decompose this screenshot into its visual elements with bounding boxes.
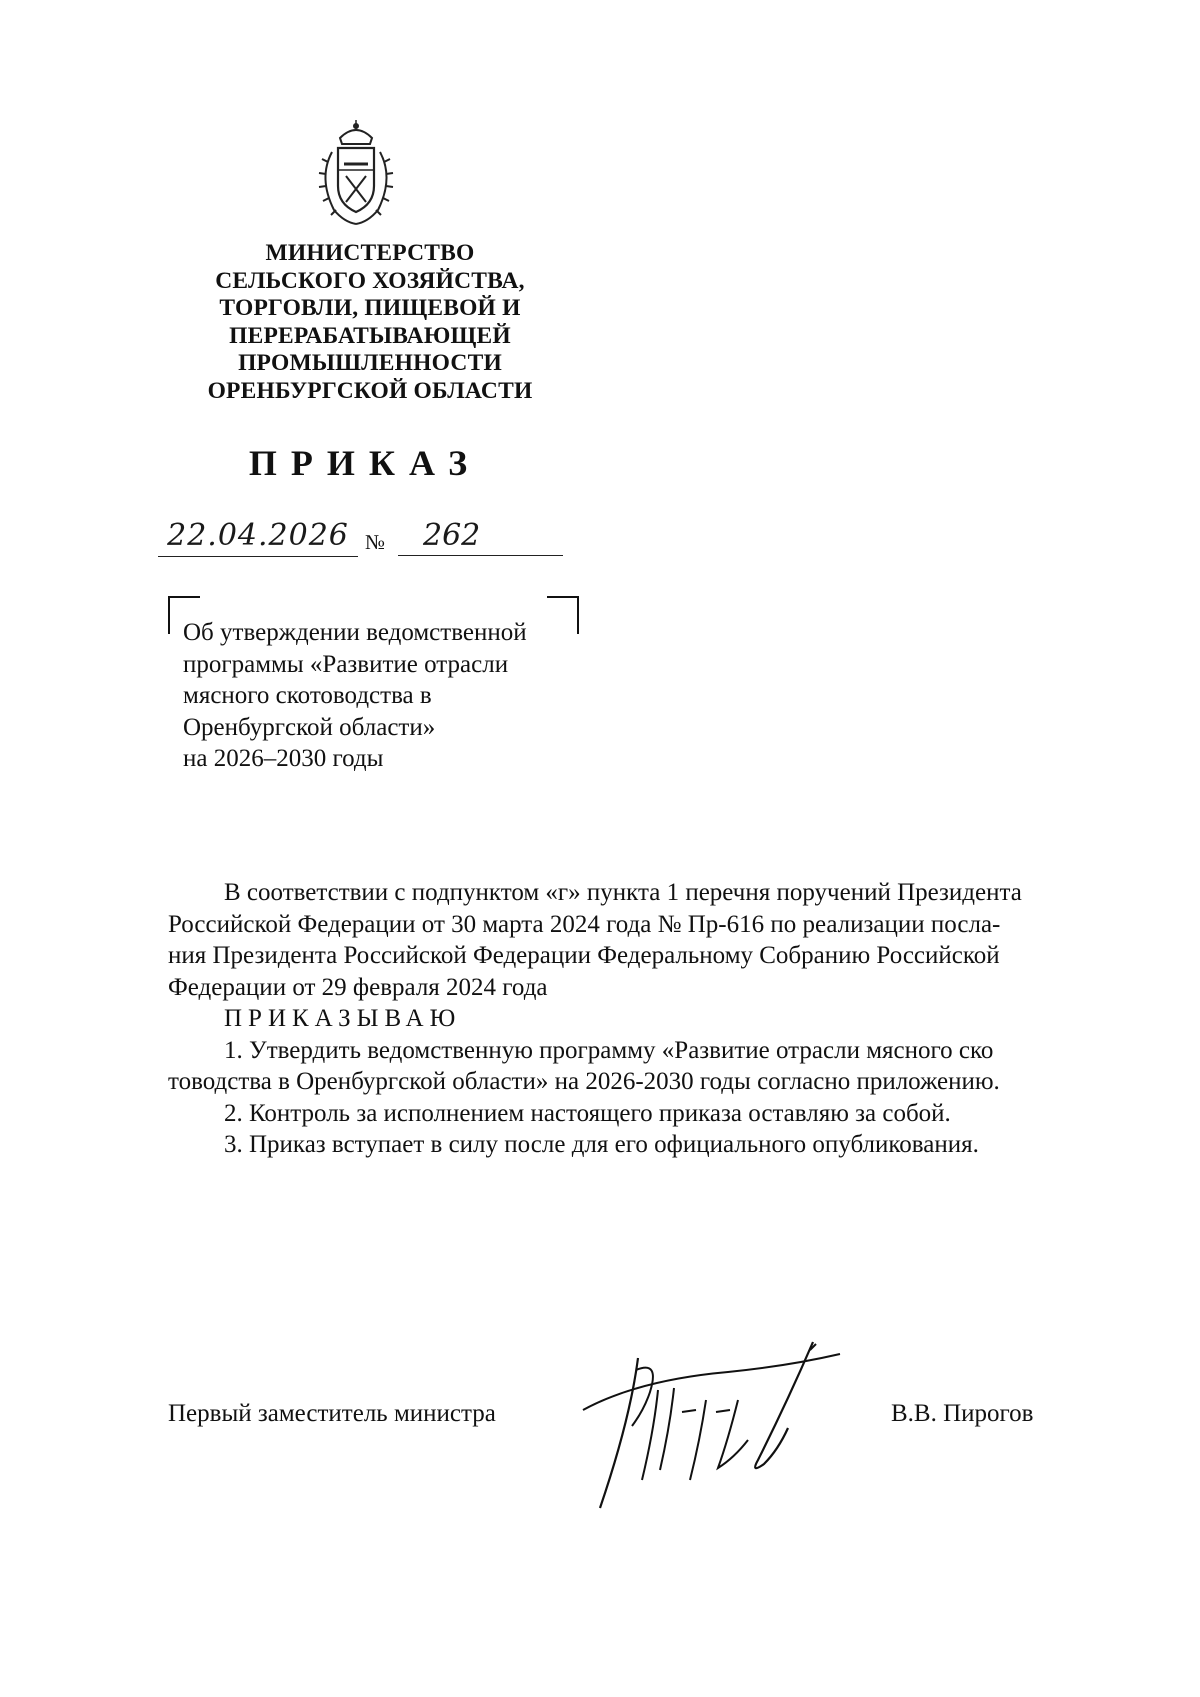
subject-line: программы «Развитие отрасли — [183, 650, 509, 678]
number-sign: № — [365, 530, 386, 554]
subject-line: Об утверждении ведомственной — [183, 619, 527, 646]
header-line: ОРЕНБУРГСКОЙ ОБЛАСТИ — [207, 377, 533, 404]
order-subject — [183, 617, 583, 775]
handwritten-signature — [578, 1330, 858, 1525]
order-title: ПРИКАЗ — [248, 443, 482, 483]
subject-line: Оренбургской области» — [183, 713, 436, 741]
signatory-position: Первый заместитель министра — [168, 1400, 496, 1427]
preamble-line: В соответствии с подпунктом «г» пункта 1 перечня поручений Президента — [224, 879, 1022, 906]
item-1-line: 1. Утвердить ведомственную программу «Развитие отрасли мясного ско — [224, 1036, 994, 1064]
order-number: 262 — [398, 518, 563, 556]
item-2: 2. Контроль за исполнением настоящего приказа оставляю за собой. — [224, 1099, 951, 1127]
preamble-line: Российской Федерации от 30 марта 2024 года № Пр-616 по реализации посла- — [168, 910, 1001, 938]
item-1-line: товодства в Оренбургской области» на 2026-2030 годы согласно приложению. — [168, 1068, 1000, 1095]
order-body — [168, 877, 1113, 1161]
order-date-number — [158, 518, 563, 558]
preamble-line: ния Президента Российской Федерации Федеральному Собранию Российской — [168, 942, 1000, 969]
header-line: ТОРГОВЛИ, ПИЩЕВОЙ И — [219, 295, 521, 321]
subject-line: на 2026–2030 годы — [183, 745, 384, 772]
order-date: 22.04.2026 — [158, 518, 358, 557]
header-line: СЕЛЬСКОГО ХОЗЯЙСТВА, — [215, 267, 525, 294]
header-line: ПЕРЕРАБАТЫВАЮЩЕЙ — [229, 322, 511, 349]
ministry-header — [160, 240, 580, 405]
header-line: МИНИСТЕРСТВО — [265, 240, 475, 266]
preamble-line: Федерации от 29 февраля 2024 года — [168, 973, 548, 1001]
order-verb: ПРИКАЗЫВАЮ — [224, 1005, 462, 1032]
coat-of-arms-icon — [310, 118, 402, 228]
signatory-name: В.В. Пирогов — [891, 1400, 1034, 1427]
header-line: ПРОМЫШЛЕННОСТИ — [238, 350, 502, 376]
item-3: 3. Приказ вступает в силу после для его официального опубликования. — [224, 1131, 979, 1158]
subject-line: мясного скотоводства в — [183, 682, 432, 709]
